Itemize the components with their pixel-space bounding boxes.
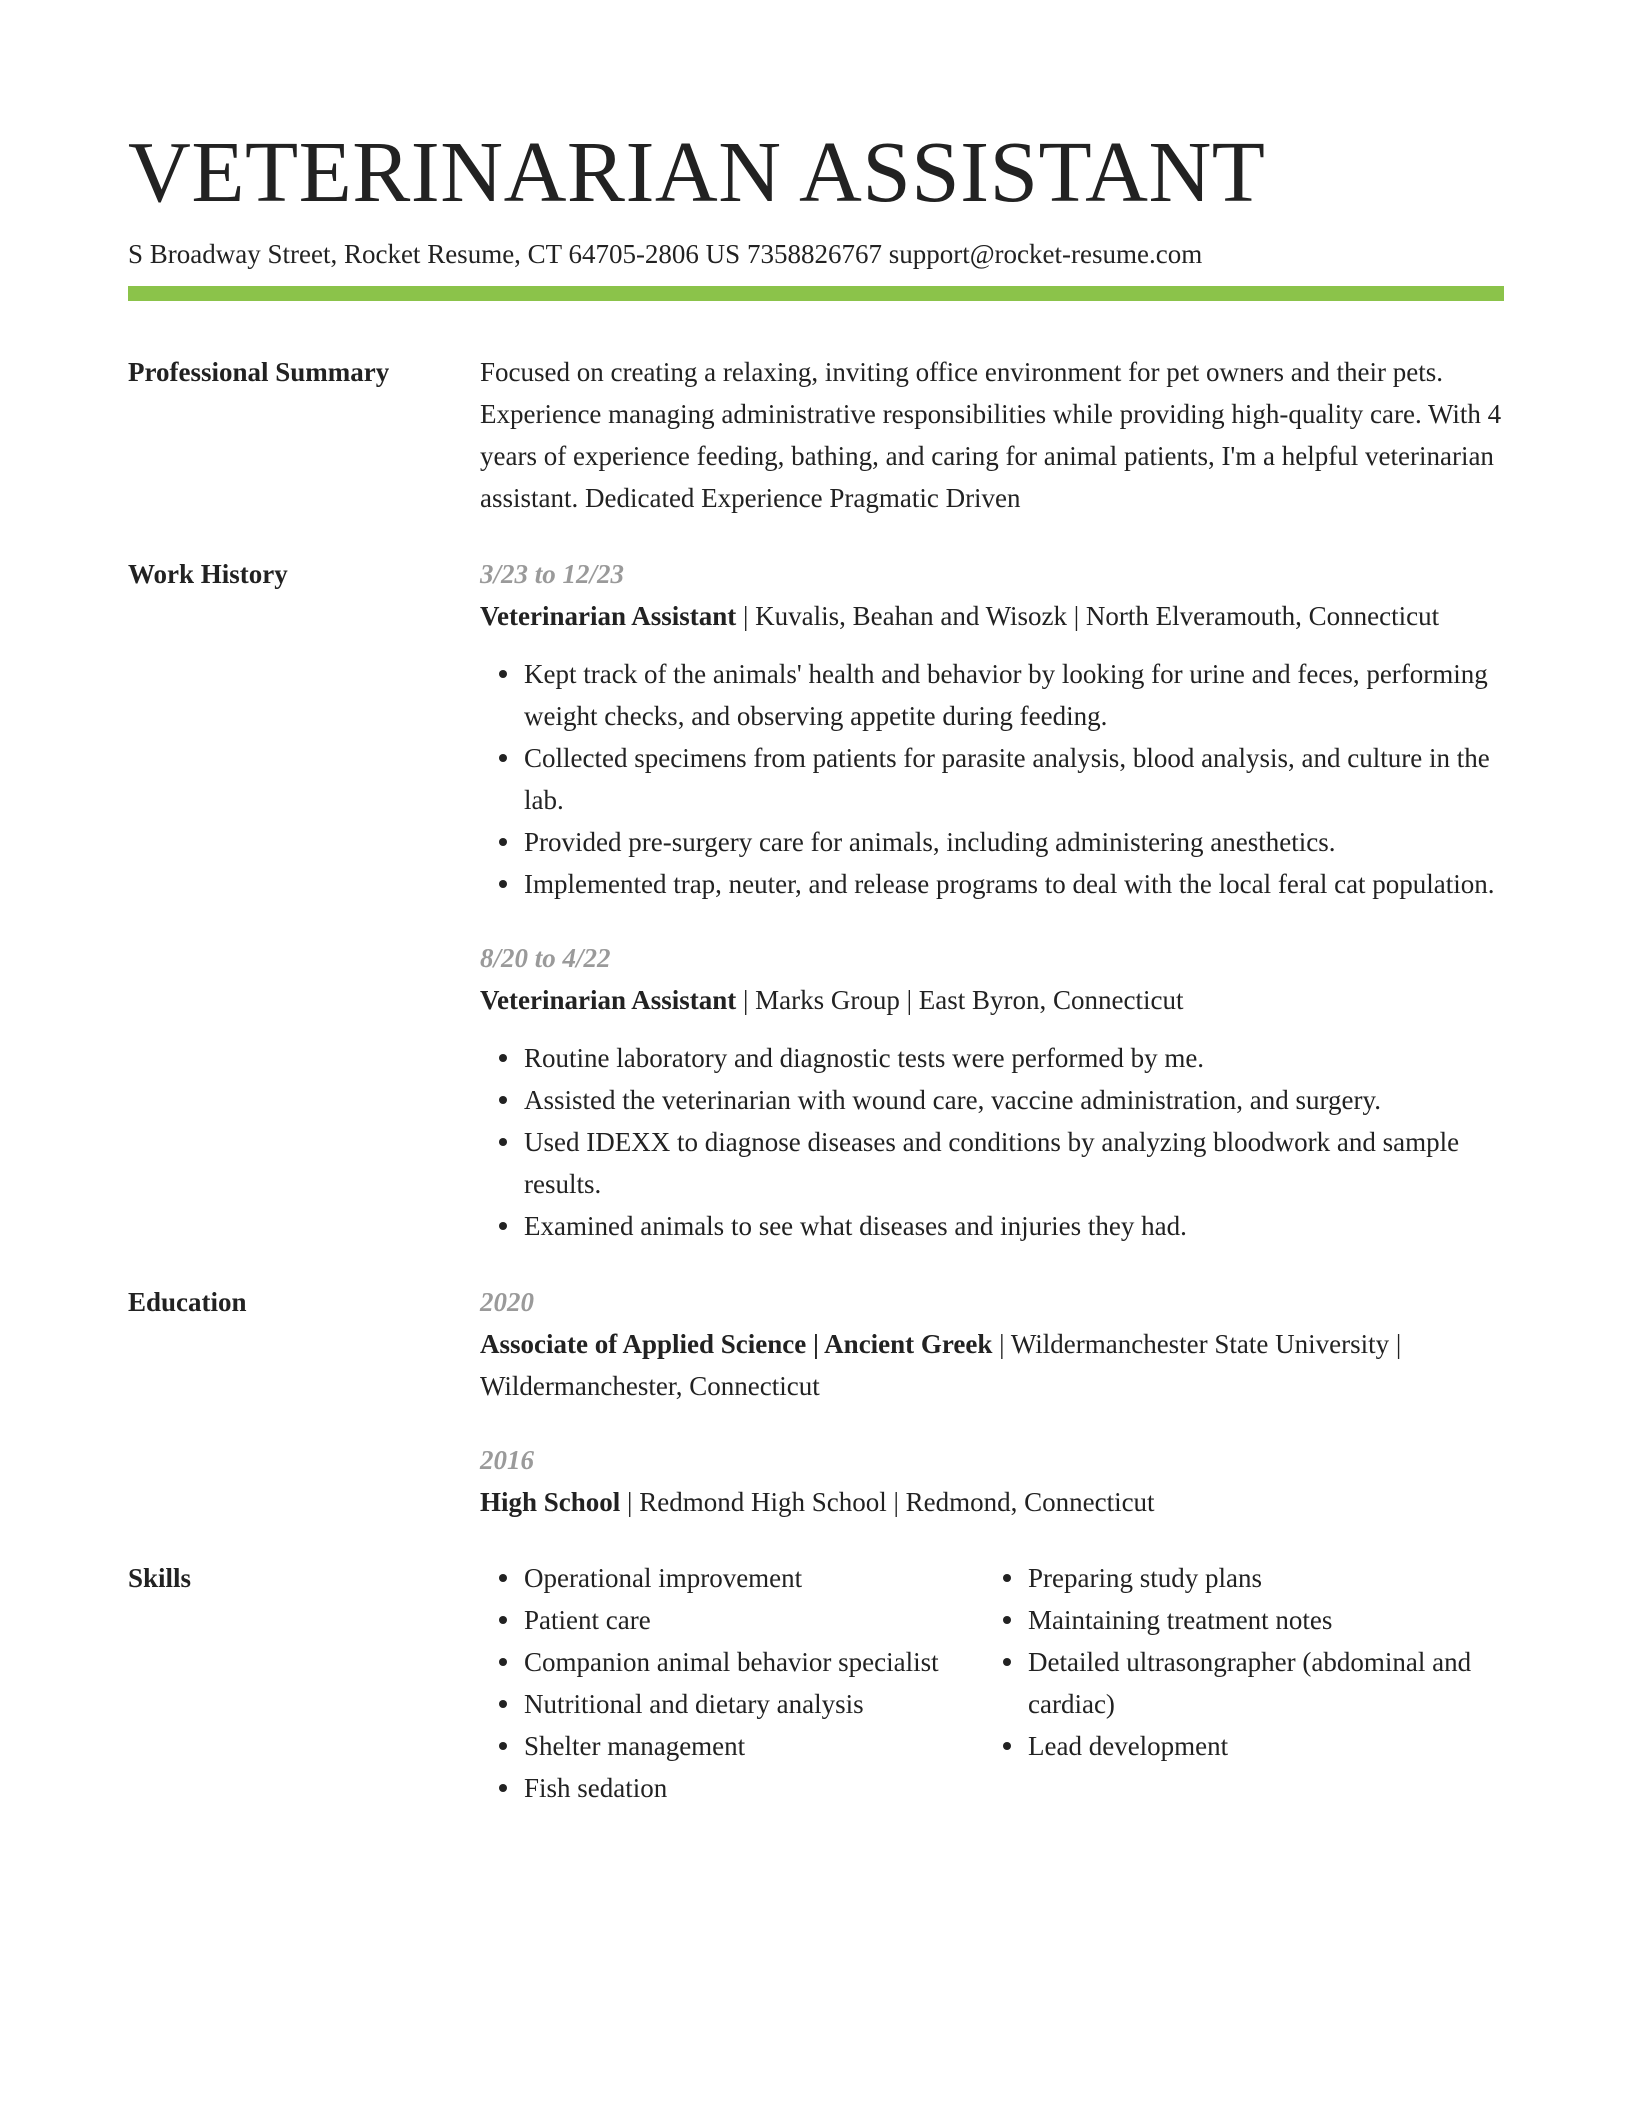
education-section xyxy=(128,1281,1504,1523)
skills-list-left xyxy=(480,1557,984,1809)
list-item: Used IDEXX to diagnose diseases and conditions by analyzing bloodwork and sample results. xyxy=(524,1121,1504,1205)
skill-item: Operational improvement xyxy=(524,1557,984,1599)
list-item: Kept track of the animals' health and behavior by looking for urine and feces, performing weight checks, and observing appetite during feeding. xyxy=(524,653,1504,737)
education-entry xyxy=(480,1439,1504,1523)
summary-section xyxy=(128,351,1504,519)
list-item: Assisted the veterinarian with wound care, vaccine administration, and surgery. xyxy=(524,1079,1504,1121)
education-details: | Redmond High School | Redmond, Connecticut xyxy=(620,1487,1155,1518)
skill-item: Maintaining treatment notes xyxy=(1028,1599,1504,1641)
education-heading: Education xyxy=(128,1287,247,1318)
accent-divider xyxy=(128,286,1504,301)
job-title-line xyxy=(480,595,1504,637)
education-details: | Wildermanchester State University | Wildermanchester, Connecticut xyxy=(480,1329,1402,1402)
skill-item: Fish sedation xyxy=(524,1767,984,1809)
job-entry xyxy=(480,553,1504,905)
summary-text: Focused on creating a relaxing, inviting office environment for pet owners and their pets. Experience managing administrative responsibilities while providing high-quality care. With 4 years of experience feeding, bathing, and caring for animal patients, I'm a helpful veterinarian assistant. Dedicated Experience Pragmatic Driven xyxy=(480,357,1502,514)
skill-item: Companion animal behavior specialist xyxy=(524,1641,984,1683)
degree: Associate of Applied Science | Ancient Greek xyxy=(480,1329,993,1360)
job-bullets xyxy=(480,653,1504,905)
education-line xyxy=(480,1323,1504,1407)
list-item: Examined animals to see what diseases and injuries they had. xyxy=(524,1205,1504,1247)
education-year: 2016 xyxy=(480,1445,534,1476)
skill-item: Detailed ultrasongrapher (abdominal and cardiac) xyxy=(1028,1641,1504,1725)
education-year: 2020 xyxy=(480,1287,534,1318)
job-bullets xyxy=(480,1037,1504,1247)
education-entry xyxy=(480,1281,1504,1407)
job-title-line xyxy=(480,979,1504,1021)
job-entry xyxy=(480,937,1504,1247)
skill-item: Nutritional and dietary analysis xyxy=(524,1683,984,1725)
list-item: Provided pre-surgery care for animals, including administering anesthetics. xyxy=(524,821,1504,863)
skill-item: Shelter management xyxy=(524,1725,984,1767)
list-item: Implemented trap, neuter, and release programs to deal with the local feral cat population. xyxy=(524,863,1504,905)
skills-section xyxy=(128,1557,1504,1809)
contact-line: S Broadway Street, Rocket Resume, CT 64705-2806 US 7358826767 support@rocket-resume.com xyxy=(128,239,1203,269)
skills-heading: Skills xyxy=(128,1563,192,1594)
job-title: Veterinarian Assistant xyxy=(480,985,737,1016)
list-item: Collected specimens from patients for parasite analysis, blood analysis, and culture in the lab. xyxy=(524,737,1504,821)
skill-item: Lead development xyxy=(1028,1725,1504,1767)
education-line xyxy=(480,1481,1504,1523)
job-details: | Kuvalis, Beahan and Wisozk | North Elveramouth, Connecticut xyxy=(736,601,1440,632)
work-history-heading: Work History xyxy=(128,559,288,590)
skill-item: Patient care xyxy=(524,1599,984,1641)
summary-heading: Professional Summary xyxy=(128,357,390,388)
job-details: | Marks Group | East Byron, Connecticut xyxy=(736,985,1184,1016)
job-title: Veterinarian Assistant xyxy=(480,601,737,632)
skills-list-right xyxy=(984,1557,1504,1767)
work-history-section xyxy=(128,553,1504,1247)
skill-item: Preparing study plans xyxy=(1028,1557,1504,1599)
candidate-name: VETERINARIAN ASSISTANT xyxy=(128,123,1266,220)
degree: High School xyxy=(480,1487,621,1518)
job-dates: 3/23 to 12/23 xyxy=(480,559,625,590)
job-dates: 8/20 to 4/22 xyxy=(480,943,611,974)
list-item: Routine laboratory and diagnostic tests were performed by me. xyxy=(524,1037,1504,1079)
